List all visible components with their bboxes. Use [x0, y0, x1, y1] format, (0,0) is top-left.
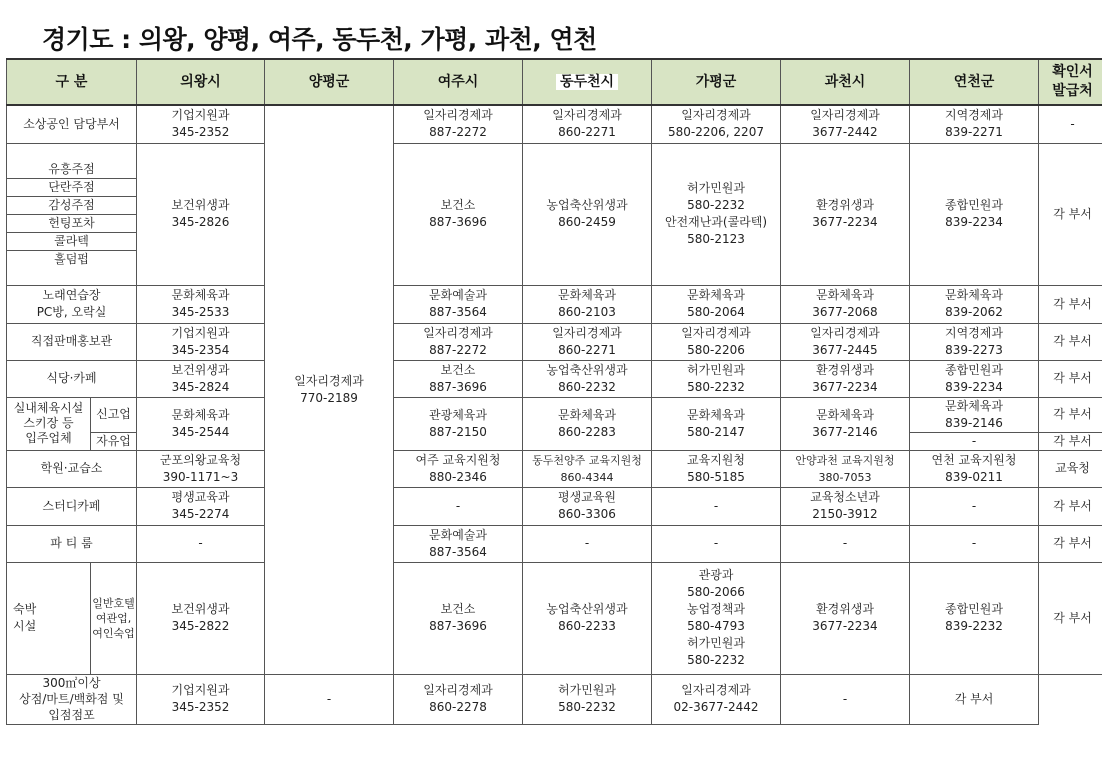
- cell-gwacheon: 환경위생과 3677-2234: [781, 143, 910, 285]
- cell-issuer: 각 부서: [1039, 285, 1102, 323]
- cell-issuer: 각 부서: [1039, 323, 1102, 360]
- cell-yeoncheon: 연천 교육지원청 839-0211: [910, 450, 1039, 487]
- cell-yeoncheon: 지역경제과 839-2273: [910, 323, 1039, 360]
- table-row: [7, 285, 1102, 323]
- cell-dongducheon: 문화체육과 860-2283: [523, 397, 652, 450]
- cell-issuer: 각 부서: [1039, 143, 1102, 285]
- cell-gapyeong: 허가민원과 580-2232: [652, 360, 781, 397]
- cell-gwacheon: 문화체육과 3677-2146: [781, 397, 910, 450]
- cell-yeoncheon: 종합민원과 839-2232: [910, 562, 1039, 674]
- cell-issuer: 각 부서: [1039, 487, 1102, 525]
- row-subcategory: 신고업: [91, 397, 137, 432]
- row-category: 실내체육시설 스키장 등 입주업체: [7, 397, 91, 450]
- cell-dongducheon: -: [523, 525, 652, 562]
- header-dongducheon: [523, 59, 652, 105]
- row-category: 노래연습장 PC방, 오락실: [7, 285, 137, 323]
- header-uiwang: 의왕시: [137, 59, 265, 105]
- row-category-list: [7, 143, 137, 285]
- row-category: 직접판매홍보관: [7, 323, 137, 360]
- table-row: [7, 323, 1102, 360]
- cell-gwacheon: 환경위생과 3677-2234: [781, 562, 910, 674]
- cell-yeoju: 문화예술과 887-3564: [394, 285, 523, 323]
- category-item: 유흥주점: [7, 161, 136, 179]
- header-yeoncheon: 연천군: [910, 59, 1039, 105]
- table-row: [7, 450, 1102, 487]
- header-row: [7, 59, 1102, 105]
- cell-gwacheon: 교육청소년과 2150-3912: [781, 487, 910, 525]
- cell-issuer: 각 부서: [910, 674, 1039, 724]
- cell-yeoncheon: -: [910, 432, 1039, 450]
- table-row: [7, 143, 1102, 285]
- row-category: 학원·교습소: [7, 450, 137, 487]
- cell-uiwang: 보건위생과 345-2826: [137, 143, 265, 285]
- table-row: [7, 105, 1102, 143]
- cell-yeoju: 문화예술과 887-3564: [394, 525, 523, 562]
- cell-gapyeong: 관광과 580-2066 농업정책과 580-4793 허가민원과 580-2232: [652, 562, 781, 674]
- cell-gapyeong: 문화체육과 580-2147: [652, 397, 781, 450]
- cell-yeoju: 관광체육과 887-2150: [394, 397, 523, 450]
- cell-yeoju: 보건소 887-3696: [394, 360, 523, 397]
- cell-yeoju: -: [394, 487, 523, 525]
- cell-yeoju: 일자리경제과 887-2272: [394, 105, 523, 143]
- row-category: 300㎡이상 상점/마트/백화점 및 입점점포: [7, 674, 137, 724]
- table-row: [7, 397, 1102, 432]
- cell-gwacheon: -: [781, 525, 910, 562]
- cell-yeoncheon: -: [781, 674, 910, 724]
- cell-gwacheon: 문화체육과 3677-2068: [781, 285, 910, 323]
- cell-dongducheon: 농업축산위생과 860-2232: [523, 360, 652, 397]
- cell-dongducheon: 문화체육과 860-2103: [523, 285, 652, 323]
- cell-gapyeong: -: [652, 487, 781, 525]
- cell-issuer: 각 부서: [1039, 360, 1102, 397]
- header-gwacheon: 과천시: [781, 59, 910, 105]
- cell-gapyeong: 허가민원과 580-2232 안전재난과(콜라텍) 580-2123: [652, 143, 781, 285]
- category-item: 단란주점: [7, 179, 136, 197]
- category-item: 헌팅포차: [7, 215, 136, 233]
- contact-table: [6, 58, 1102, 725]
- cell-yeoncheon: 문화체육과 839-2146: [910, 397, 1039, 432]
- cell-yeoncheon: -: [910, 487, 1039, 525]
- cell-gapyeong: -: [652, 525, 781, 562]
- row-category: 스터디카페: [7, 487, 137, 525]
- cell-uiwang: 보건위생과 345-2822: [137, 562, 265, 674]
- row-category: 파 티 룸: [7, 525, 137, 562]
- cell-uiwang: 문화체육과 345-2544: [137, 397, 265, 450]
- cell-issuer: 각 부서: [1039, 562, 1102, 674]
- cell-gwacheon: 일자리경제과 3677-2442: [781, 105, 910, 143]
- header-gapyeong: 가평군: [652, 59, 781, 105]
- cell-gwacheon: 안양과천 교육지원청 380-7053: [781, 450, 910, 487]
- cell-dongducheon: 일자리경제과 860-2271: [523, 323, 652, 360]
- cell-dongducheon: 일자리경제과 860-2278: [394, 674, 523, 724]
- table-row: [7, 360, 1102, 397]
- cell-yeoju: -: [265, 674, 394, 724]
- cell-yeoju: 일자리경제과 887-2272: [394, 323, 523, 360]
- category-item: 홀덤펍: [54, 251, 89, 266]
- cell-uiwang: 문화체육과 345-2533: [137, 285, 265, 323]
- cell-uiwang: 군포의왕교육청 390-1171~3: [137, 450, 265, 487]
- cell-dongducheon: 농업축산위생과 860-2459: [523, 143, 652, 285]
- cell-dongducheon: 농업축산위생과 860-2233: [523, 562, 652, 674]
- cell-issuer: 교육청: [1039, 450, 1102, 487]
- row-subcategory: 일반호텔 여관업, 여인숙업: [91, 562, 137, 674]
- cell-yeoncheon: -: [910, 525, 1039, 562]
- header-yangpyeong: 양평군: [265, 59, 394, 105]
- row-subcategory: 자유업: [91, 432, 137, 450]
- cell-issuer: 각 부서: [1039, 432, 1102, 450]
- cell-gapyeong: 일자리경제과 580-2206, 2207: [652, 105, 781, 143]
- cell-gwacheon: 일자리경제과 02-3677-2442: [652, 674, 781, 724]
- row-category: 소상공인 담당부서: [7, 105, 137, 143]
- cell-yeoncheon: 종합민원과 839-2234: [910, 360, 1039, 397]
- table-row: [7, 674, 1102, 724]
- cell-gwacheon: 일자리경제과 3677-2445: [781, 323, 910, 360]
- header-dongducheon-label: 동두천시: [556, 74, 618, 90]
- cell-gapyeong: 일자리경제과 580-2206: [652, 323, 781, 360]
- cell-issuer: -: [1039, 105, 1102, 143]
- cell-uiwang: 기업지원과 345-2352: [137, 105, 265, 143]
- header-yeoju: 여주시: [394, 59, 523, 105]
- cell-yeoncheon: 지역경제과 839-2271: [910, 105, 1039, 143]
- category-item: 콜라텍: [7, 233, 136, 251]
- cell-issuer: 각 부서: [1039, 525, 1102, 562]
- header-issuer: 확인서 발급처: [1039, 59, 1102, 105]
- cell-dongducheon: 동두천양주 교육지원청 860-4344: [523, 450, 652, 487]
- cell-uiwang: 기업지원과 345-2352: [137, 674, 265, 724]
- table-row: [7, 525, 1102, 562]
- cell-dongducheon: 일자리경제과 860-2271: [523, 105, 652, 143]
- table-row: [7, 487, 1102, 525]
- cell-yeoju: 여주 교육지원청 880-2346: [394, 450, 523, 487]
- cell-yeoncheon: 문화체육과 839-2062: [910, 285, 1039, 323]
- cell-gapyeong: 문화체육과 580-2064: [652, 285, 781, 323]
- page-title: 경기도 : 의왕, 양평, 여주, 동두천, 가평, 과천, 연천: [42, 25, 597, 54]
- cell-uiwang: 평생교육과 345-2274: [137, 487, 265, 525]
- cell-yangpyeong-all: 일자리경제과 770-2189: [265, 105, 394, 674]
- cell-uiwang: -: [137, 525, 265, 562]
- header-category: 구 분: [7, 59, 137, 105]
- cell-yeoju: 보건소 887-3696: [394, 562, 523, 674]
- table-row: [7, 562, 1102, 674]
- row-category: 식당·카페: [7, 360, 137, 397]
- cell-yeoju: 보건소 887-3696: [394, 143, 523, 285]
- cell-uiwang: 기업지원과 345-2354: [137, 323, 265, 360]
- cell-gwacheon: 환경위생과 3677-2234: [781, 360, 910, 397]
- row-category: 숙박 시설: [7, 562, 91, 674]
- cell-uiwang: 보건위생과 345-2824: [137, 360, 265, 397]
- cell-gapyeong: 허가민원과 580-2232: [523, 674, 652, 724]
- cell-issuer: 각 부서: [1039, 397, 1102, 432]
- cell-gapyeong: 교육지원청 580-5185: [652, 450, 781, 487]
- category-item: 감성주점: [7, 197, 136, 215]
- cell-dongducheon: 평생교육원 860-3306: [523, 487, 652, 525]
- cell-yeoncheon: 종합민원과 839-2234: [910, 143, 1039, 285]
